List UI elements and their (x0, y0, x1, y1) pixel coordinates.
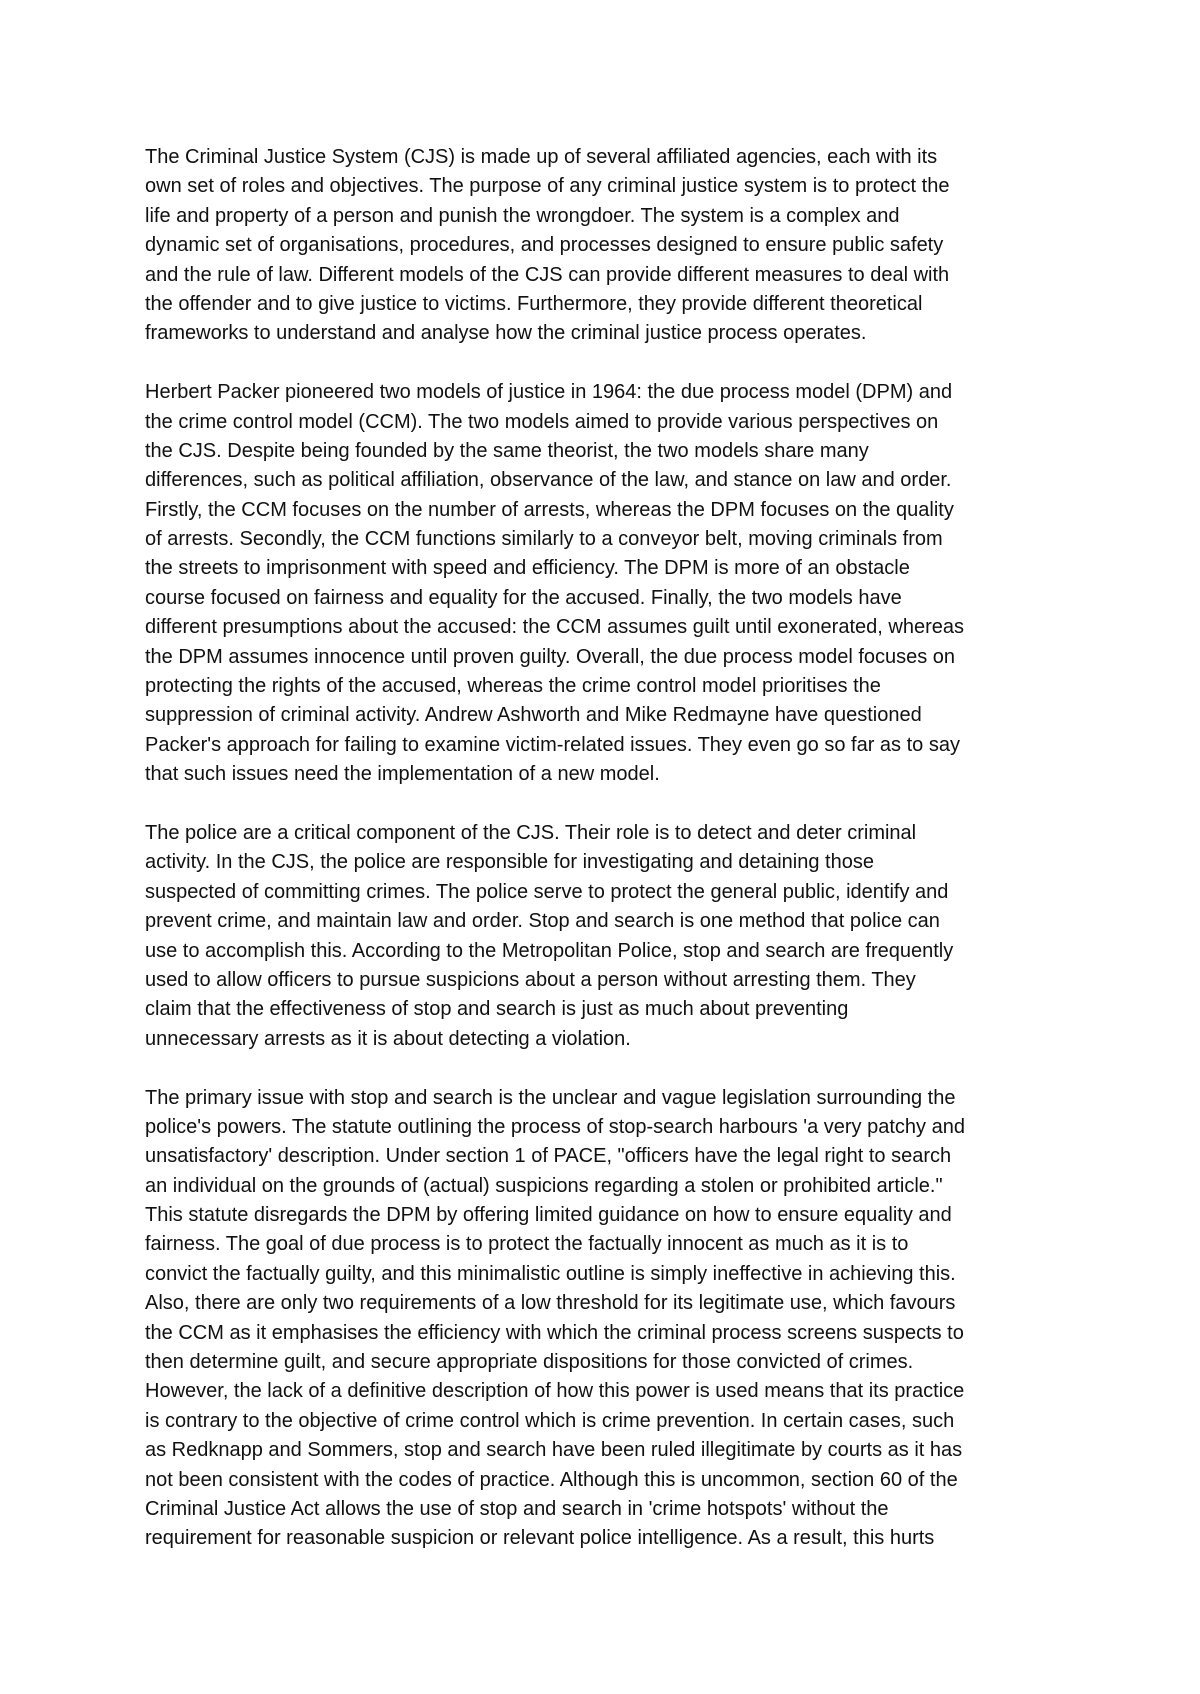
text-line: the CCM as it emphasises the efficiency with which the criminal process screens suspects to (145, 1321, 964, 1344)
text-line: course focused on fairness and equality for the accused. Finally, the two models have (145, 586, 902, 609)
text-line: the CJS. Despite being founded by the same theorist, the two models share many (145, 439, 869, 462)
text-line: suspected of committing crimes. The police serve to protect the general public, identify and (145, 880, 949, 903)
text-line: fairness. The goal of due process is to protect the factually innocent as much as it is to (145, 1233, 909, 1256)
text-line: claim that the effectiveness of stop and search is just as much about preventing (145, 998, 849, 1021)
text-line: activity. In the CJS, the police are responsible for investigating and detaining those (145, 851, 874, 874)
text-line: used to allow officers to pursue suspicions about a person without arresting them. They (145, 968, 916, 991)
paragraph-spacer (145, 349, 1070, 378)
text-line: of arrests. Secondly, the CCM functions similarly to a conveyor belt, moving criminals from (145, 528, 943, 551)
text-line: Herbert Packer pioneered two models of justice in 1964: the due process model (DPM) and (145, 381, 953, 404)
text-line: different presumptions about the accused: the CCM assumes guilt until exonerated, whereas (145, 616, 964, 639)
text-line: However, the lack of a definitive description of how this power is used means that its practice (145, 1380, 965, 1403)
document-body (145, 143, 1070, 1554)
paragraph-spacer (145, 1054, 1070, 1083)
paragraph-stop-and-search (145, 1084, 1070, 1554)
text-line: The primary issue with stop and search is the unclear and vague legislation surrounding the (145, 1086, 956, 1109)
text-line: not been consistent with the codes of practice. Although this is uncommon, section 60 of the (145, 1468, 958, 1491)
text-line: an individual on the grounds of (actual) suspicions regarding a stolen or prohibited article." (145, 1174, 943, 1197)
paragraph-spacer (145, 790, 1070, 819)
text-line: frameworks to understand and analyse how the criminal justice process operates. (145, 322, 867, 345)
text-line: The Criminal Justice System (CJS) is made up of several affiliated agencies, each with its (145, 146, 938, 168)
text-line: is contrary to the objective of crime control which is crime prevention. In certain cases, such (145, 1409, 955, 1432)
text-line: differences, such as political affiliation, observance of the law, and stance on law and order. (145, 469, 952, 492)
text-line: unsatisfactory' description. Under section 1 of PACE, "officers have the legal right to search (145, 1145, 952, 1168)
text-line: The police are a critical component of the CJS. Their role is to detect and deter criminal (145, 821, 917, 844)
text-line: the crime control model (CCM). The two models aimed to provide various perspectives on (145, 410, 939, 433)
text-line: requirement for reasonable suspicion or relevant police intelligence. As a result, this hurts (145, 1527, 935, 1550)
text-line: This statute disregards the DPM by offering limited guidance on how to ensure equality and (145, 1204, 952, 1227)
text-line: dynamic set of organisations, procedures, and processes designed to ensure public safety (145, 234, 944, 257)
text-line: own set of roles and objectives. The purpose of any criminal justice system is to protect the (145, 175, 950, 198)
text-line: suppression of criminal activity. Andrew Ashworth and Mike Redmayne have questioned (145, 704, 922, 727)
text-line: that such issues need the implementation of a new model. (145, 763, 660, 786)
text-line: the DPM assumes innocence until proven guilty. Overall, the due process model focuses on (145, 645, 956, 668)
text-line: unnecessary arrests as it is about detecting a violation. (145, 1027, 631, 1050)
text-line: as Redknapp and Sommers, stop and search have been ruled illegitimate by courts as it has (145, 1439, 963, 1462)
text-line: Firstly, the CCM focuses on the number of arrests, whereas the DPM focuses on the quality (145, 498, 954, 521)
paragraph-police-role (145, 819, 1070, 1054)
text-line: prevent crime, and maintain law and order. Stop and search is one method that police can (145, 910, 940, 933)
text-line: the offender and to give justice to victims. Furthermore, they provide different theoretical (145, 292, 923, 315)
text-line: and the rule of law. Different models of the CJS can provide different measures to deal with (145, 263, 950, 286)
text-line: use to accomplish this. According to the Metropolitan Police, stop and search are frequently (145, 939, 954, 962)
paragraph-packer-models (145, 378, 1070, 789)
text-line: Also, there are only two requirements of a low threshold for its legitimate use, which favours (145, 1292, 956, 1315)
text-line: Criminal Justice Act allows the use of stop and search in 'crime hotspots' without the (145, 1497, 889, 1520)
text-line: the streets to imprisonment with speed and efficiency. The DPM is more of an obstacle (145, 557, 910, 580)
text-line: protecting the rights of the accused, whereas the crime control model prioritises the (145, 675, 881, 698)
text-line: life and property of a person and punish the wrongdoer. The system is a complex and (145, 204, 900, 227)
text-line: police's powers. The statute outlining the process of stop-search harbours 'a very patchy and (145, 1115, 965, 1138)
text-line: Packer's approach for failing to examine victim-related issues. They even go so far as to say (145, 733, 960, 756)
text-line: then determine guilt, and secure appropriate dispositions for those convicted of crimes. (145, 1351, 914, 1374)
text-line: convict the factually guilty, and this minimalistic outline is simply ineffective in achieving this. (145, 1262, 956, 1285)
paragraph-introduction (145, 143, 1070, 349)
